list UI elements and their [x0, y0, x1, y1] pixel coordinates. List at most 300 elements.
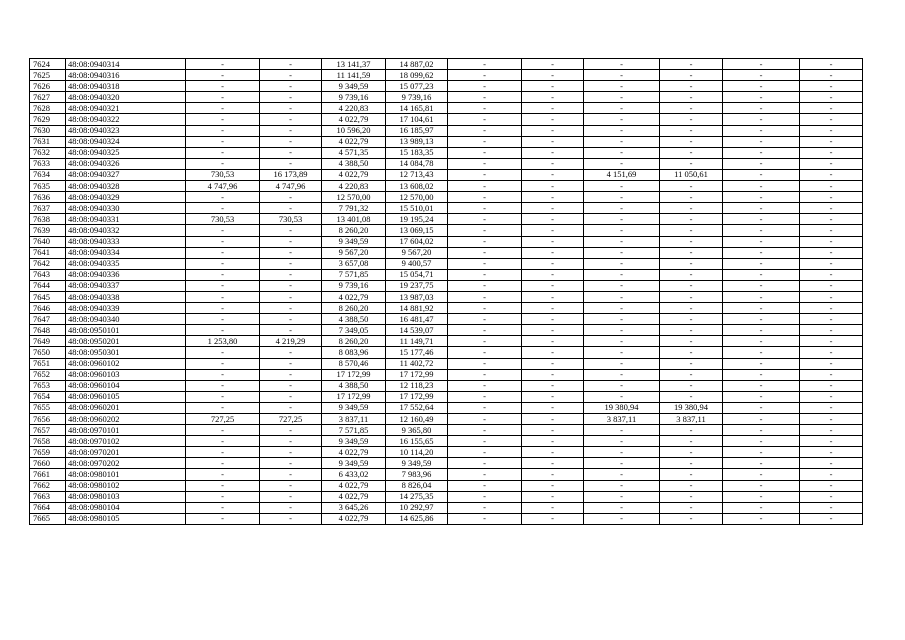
value-col-10-cell: -: [660, 92, 723, 103]
value-col-4-cell: 727,25: [260, 414, 322, 425]
value-col-11-cell: -: [723, 402, 800, 413]
value-col-12-cell: -: [800, 391, 863, 402]
table-row: [30, 314, 863, 325]
value-col-9-cell: -: [584, 458, 660, 469]
value-col-5-cell: 9 567,20: [322, 247, 386, 258]
value-col-9-cell: -: [584, 491, 660, 502]
table-row: [30, 169, 863, 180]
value-col-9-cell: -: [584, 236, 660, 247]
value-col-5-cell: 3 657,08: [322, 258, 386, 269]
value-col-9-cell: -: [584, 291, 660, 302]
value-col-7-cell: -: [448, 469, 522, 480]
cadastral-number-cell: 48:08:0960102: [66, 358, 186, 369]
value-col-4-cell: 4 219,29: [260, 336, 322, 347]
value-col-5-cell: 8 260,20: [322, 303, 386, 314]
value-col-6-cell: 13 989,13: [386, 136, 448, 147]
value-col-3-cell: -: [186, 447, 260, 458]
value-col-8-cell: -: [522, 402, 584, 413]
value-col-12-cell: -: [800, 469, 863, 480]
value-col-4-cell: -: [260, 425, 322, 436]
value-col-12-cell: -: [800, 81, 863, 92]
value-col-6-cell: 17 172,99: [386, 391, 448, 402]
value-col-10-cell: -: [660, 436, 723, 447]
value-col-7-cell: -: [448, 347, 522, 358]
value-col-3-cell: -: [186, 70, 260, 81]
value-col-6-cell: 19 237,75: [386, 280, 448, 291]
value-col-10-cell: -: [660, 314, 723, 325]
value-col-8-cell: -: [522, 458, 584, 469]
value-col-6-cell: 9 365,80: [386, 425, 448, 436]
value-col-10-cell: -: [660, 59, 723, 70]
value-col-10-cell: -: [660, 81, 723, 92]
row-number-cell: 7630: [30, 125, 66, 136]
value-col-8-cell: -: [522, 291, 584, 302]
row-number-cell: 7629: [30, 114, 66, 125]
value-col-4-cell: -: [260, 391, 322, 402]
value-col-6-cell: 16 185,97: [386, 125, 448, 136]
value-col-10-cell: -: [660, 480, 723, 491]
value-col-5-cell: 4 022,79: [322, 491, 386, 502]
value-col-7-cell: -: [448, 125, 522, 136]
value-col-6-cell: 15 077,23: [386, 81, 448, 92]
value-col-11-cell: -: [723, 114, 800, 125]
value-col-5-cell: 9 349,59: [322, 81, 386, 92]
value-col-10-cell: -: [660, 203, 723, 214]
cadastral-number-cell: 48:08:0940334: [66, 247, 186, 258]
value-col-10-cell: -: [660, 258, 723, 269]
value-col-9-cell: -: [584, 314, 660, 325]
table-row: [30, 192, 863, 203]
value-col-6-cell: 9 349,59: [386, 458, 448, 469]
value-col-4-cell: -: [260, 458, 322, 469]
value-col-12-cell: -: [800, 425, 863, 436]
value-col-4-cell: -: [260, 236, 322, 247]
table-row: [30, 458, 863, 469]
value-col-4-cell: -: [260, 513, 322, 524]
table-row: [30, 469, 863, 480]
cadastral-number-cell: 48:08:0960104: [66, 380, 186, 391]
value-col-3-cell: -: [186, 236, 260, 247]
value-col-12-cell: -: [800, 380, 863, 391]
value-col-12-cell: -: [800, 114, 863, 125]
row-number-cell: 7650: [30, 347, 66, 358]
value-col-8-cell: -: [522, 214, 584, 225]
table-row: [30, 269, 863, 280]
value-col-7-cell: -: [448, 436, 522, 447]
value-col-7-cell: -: [448, 336, 522, 347]
value-col-7-cell: -: [448, 502, 522, 513]
value-col-7-cell: -: [448, 380, 522, 391]
value-col-11-cell: -: [723, 103, 800, 114]
value-col-8-cell: -: [522, 380, 584, 391]
row-number-cell: 7652: [30, 369, 66, 380]
value-col-7-cell: -: [448, 158, 522, 169]
value-col-11-cell: -: [723, 158, 800, 169]
document-sheet: [29, 58, 863, 525]
value-col-8-cell: -: [522, 280, 584, 291]
cadastral-number-cell: 48:08:0940330: [66, 203, 186, 214]
value-col-5-cell: 8 083,96: [322, 347, 386, 358]
value-col-5-cell: 9 349,59: [322, 236, 386, 247]
value-col-6-cell: 14 165,81: [386, 103, 448, 114]
table-row: [30, 103, 863, 114]
value-col-8-cell: -: [522, 347, 584, 358]
value-col-7-cell: -: [448, 59, 522, 70]
cadastral-number-cell: 48:08:0980104: [66, 502, 186, 513]
value-col-7-cell: -: [448, 269, 522, 280]
value-col-3-cell: -: [186, 436, 260, 447]
value-col-6-cell: 18 099,62: [386, 70, 448, 81]
value-col-11-cell: -: [723, 458, 800, 469]
value-col-9-cell: -: [584, 147, 660, 158]
cadastral-number-cell: 48:08:0940337: [66, 280, 186, 291]
value-col-4-cell: -: [260, 358, 322, 369]
value-col-9-cell: -: [584, 203, 660, 214]
value-col-5-cell: 13 141,37: [322, 59, 386, 70]
value-col-4-cell: -: [260, 70, 322, 81]
value-col-4-cell: -: [260, 369, 322, 380]
value-col-9-cell: -: [584, 469, 660, 480]
cadastral-number-cell: 48:08:0980102: [66, 480, 186, 491]
row-number-cell: 7649: [30, 336, 66, 347]
value-col-12-cell: -: [800, 314, 863, 325]
value-col-11-cell: -: [723, 447, 800, 458]
value-col-8-cell: -: [522, 436, 584, 447]
value-col-4-cell: -: [260, 347, 322, 358]
cadastral-number-cell: 48:08:0940333: [66, 236, 186, 247]
value-col-6-cell: 19 195,24: [386, 214, 448, 225]
value-col-9-cell: -: [584, 92, 660, 103]
value-col-5-cell: 7 791,32: [322, 203, 386, 214]
value-col-9-cell: -: [584, 181, 660, 192]
row-number-cell: 7634: [30, 169, 66, 180]
value-col-12-cell: -: [800, 181, 863, 192]
value-col-11-cell: -: [723, 92, 800, 103]
value-col-5-cell: 13 401,08: [322, 214, 386, 225]
value-col-4-cell: -: [260, 480, 322, 491]
value-col-6-cell: 12 713,43: [386, 169, 448, 180]
value-col-8-cell: -: [522, 469, 584, 480]
value-col-8-cell: -: [522, 513, 584, 524]
value-col-3-cell: -: [186, 347, 260, 358]
value-col-6-cell: 9 400,57: [386, 258, 448, 269]
value-col-10-cell: -: [660, 458, 723, 469]
value-col-7-cell: -: [448, 425, 522, 436]
value-col-4-cell: -: [260, 447, 322, 458]
value-col-3-cell: -: [186, 203, 260, 214]
value-col-9-cell: -: [584, 103, 660, 114]
cadastral-number-cell: 48:08:0940328: [66, 181, 186, 192]
value-col-4-cell: -: [260, 303, 322, 314]
table-row: [30, 225, 863, 236]
value-col-11-cell: -: [723, 314, 800, 325]
value-col-8-cell: -: [522, 325, 584, 336]
value-col-10-cell: -: [660, 192, 723, 203]
cadastral-number-cell: 48:08:0940339: [66, 303, 186, 314]
value-col-12-cell: -: [800, 269, 863, 280]
value-col-9-cell: -: [584, 214, 660, 225]
value-col-7-cell: -: [448, 480, 522, 491]
row-number-cell: 7644: [30, 280, 66, 291]
value-col-7-cell: -: [448, 136, 522, 147]
value-col-11-cell: -: [723, 491, 800, 502]
value-col-7-cell: -: [448, 247, 522, 258]
value-col-6-cell: 14 539,07: [386, 325, 448, 336]
cadastral-number-cell: 48:08:0940322: [66, 114, 186, 125]
value-col-6-cell: 13 608,02: [386, 181, 448, 192]
value-col-4-cell: 730,53: [260, 214, 322, 225]
value-col-5-cell: 4 388,50: [322, 314, 386, 325]
value-col-6-cell: 15 177,46: [386, 347, 448, 358]
value-col-12-cell: -: [800, 402, 863, 413]
value-col-3-cell: -: [186, 147, 260, 158]
value-col-4-cell: -: [260, 258, 322, 269]
table-row: [30, 303, 863, 314]
table-row: [30, 247, 863, 258]
value-col-8-cell: -: [522, 269, 584, 280]
value-col-12-cell: -: [800, 447, 863, 458]
table-row: [30, 81, 863, 92]
value-col-7-cell: -: [448, 169, 522, 180]
value-col-6-cell: 10 114,20: [386, 447, 448, 458]
row-number-cell: 7654: [30, 391, 66, 402]
cadastral-number-cell: 48:08:0940321: [66, 103, 186, 114]
value-col-11-cell: -: [723, 136, 800, 147]
value-col-4-cell: -: [260, 402, 322, 413]
value-col-5-cell: 4 022,79: [322, 114, 386, 125]
value-col-6-cell: 13 069,15: [386, 225, 448, 236]
value-col-10-cell: -: [660, 158, 723, 169]
value-col-7-cell: -: [448, 70, 522, 81]
value-col-5-cell: 8 260,20: [322, 225, 386, 236]
cadastral-number-cell: 48:08:0960103: [66, 369, 186, 380]
row-number-cell: 7636: [30, 192, 66, 203]
table-row: [30, 280, 863, 291]
value-col-5-cell: 9 349,59: [322, 458, 386, 469]
row-number-cell: 7656: [30, 414, 66, 425]
value-col-5-cell: 9 739,16: [322, 280, 386, 291]
value-col-11-cell: -: [723, 513, 800, 524]
row-number-cell: 7642: [30, 258, 66, 269]
value-col-9-cell: -: [584, 158, 660, 169]
value-col-5-cell: 17 172,99: [322, 369, 386, 380]
table-row: [30, 181, 863, 192]
value-col-3-cell: -: [186, 158, 260, 169]
value-col-7-cell: -: [448, 325, 522, 336]
value-col-5-cell: 12 570,00: [322, 192, 386, 203]
table-row: [30, 158, 863, 169]
table-row: [30, 291, 863, 302]
value-col-9-cell: -: [584, 336, 660, 347]
value-col-11-cell: -: [723, 247, 800, 258]
value-col-4-cell: -: [260, 469, 322, 480]
value-col-3-cell: -: [186, 458, 260, 469]
value-col-3-cell: 727,25: [186, 414, 260, 425]
value-col-4-cell: -: [260, 325, 322, 336]
value-col-3-cell: -: [186, 469, 260, 480]
value-col-8-cell: -: [522, 336, 584, 347]
value-col-9-cell: -: [584, 192, 660, 203]
value-col-8-cell: -: [522, 181, 584, 192]
row-number-cell: 7631: [30, 136, 66, 147]
table-row: [30, 513, 863, 524]
value-col-5-cell: 4 571,35: [322, 147, 386, 158]
value-col-12-cell: -: [800, 369, 863, 380]
value-col-5-cell: 17 172,99: [322, 391, 386, 402]
value-col-12-cell: -: [800, 214, 863, 225]
value-col-5-cell: 7 571,85: [322, 425, 386, 436]
value-col-10-cell: -: [660, 269, 723, 280]
value-col-5-cell: 4 022,79: [322, 447, 386, 458]
value-col-4-cell: -: [260, 203, 322, 214]
value-col-3-cell: -: [186, 103, 260, 114]
value-col-10-cell: -: [660, 236, 723, 247]
row-number-cell: 7660: [30, 458, 66, 469]
value-col-6-cell: 17 104,61: [386, 114, 448, 125]
value-col-8-cell: -: [522, 480, 584, 491]
value-col-11-cell: -: [723, 469, 800, 480]
value-col-8-cell: -: [522, 169, 584, 180]
value-col-4-cell: -: [260, 147, 322, 158]
value-col-8-cell: -: [522, 92, 584, 103]
value-col-7-cell: -: [448, 192, 522, 203]
value-col-8-cell: -: [522, 158, 584, 169]
cadastral-value-table: [29, 58, 863, 525]
table-row: [30, 258, 863, 269]
value-col-10-cell: -: [660, 347, 723, 358]
table-row: [30, 369, 863, 380]
value-col-8-cell: -: [522, 303, 584, 314]
row-number-cell: 7661: [30, 469, 66, 480]
table-body: [30, 59, 863, 525]
value-col-11-cell: -: [723, 391, 800, 402]
value-col-7-cell: -: [448, 236, 522, 247]
value-col-7-cell: -: [448, 458, 522, 469]
value-col-4-cell: -: [260, 114, 322, 125]
value-col-10-cell: -: [660, 291, 723, 302]
value-col-7-cell: -: [448, 314, 522, 325]
value-col-5-cell: 9 349,59: [322, 402, 386, 413]
value-col-8-cell: -: [522, 81, 584, 92]
value-col-9-cell: -: [584, 280, 660, 291]
value-col-3-cell: -: [186, 502, 260, 513]
value-col-11-cell: -: [723, 147, 800, 158]
value-col-11-cell: -: [723, 214, 800, 225]
table-row: [30, 147, 863, 158]
value-col-7-cell: -: [448, 203, 522, 214]
value-col-3-cell: -: [186, 125, 260, 136]
table-row: [30, 491, 863, 502]
value-col-3-cell: -: [186, 114, 260, 125]
value-col-7-cell: -: [448, 147, 522, 158]
value-col-12-cell: -: [800, 92, 863, 103]
row-number-cell: 7643: [30, 269, 66, 280]
value-col-12-cell: -: [800, 491, 863, 502]
value-col-9-cell: -: [584, 391, 660, 402]
value-col-5-cell: 7 349,05: [322, 325, 386, 336]
cadastral-number-cell: 48:08:0940318: [66, 81, 186, 92]
value-col-7-cell: -: [448, 81, 522, 92]
value-col-6-cell: 12 160,49: [386, 414, 448, 425]
table-row: [30, 436, 863, 447]
value-col-9-cell: 3 837,11: [584, 414, 660, 425]
row-number-cell: 7651: [30, 358, 66, 369]
value-col-6-cell: 14 084,78: [386, 158, 448, 169]
value-col-11-cell: -: [723, 59, 800, 70]
value-col-10-cell: -: [660, 513, 723, 524]
value-col-10-cell: -: [660, 491, 723, 502]
value-col-7-cell: -: [448, 92, 522, 103]
value-col-7-cell: -: [448, 369, 522, 380]
row-number-cell: 7638: [30, 214, 66, 225]
value-col-5-cell: 3 645,26: [322, 502, 386, 513]
value-col-10-cell: -: [660, 391, 723, 402]
value-col-8-cell: -: [522, 425, 584, 436]
value-col-8-cell: -: [522, 125, 584, 136]
value-col-12-cell: -: [800, 291, 863, 302]
cadastral-number-cell: 48:08:0940316: [66, 70, 186, 81]
value-col-12-cell: -: [800, 247, 863, 258]
value-col-10-cell: -: [660, 425, 723, 436]
value-col-6-cell: 15 510,01: [386, 203, 448, 214]
cadastral-number-cell: 48:08:0970102: [66, 436, 186, 447]
value-col-6-cell: 16 155,65: [386, 436, 448, 447]
value-col-3-cell: -: [186, 325, 260, 336]
table-row: [30, 236, 863, 247]
value-col-11-cell: -: [723, 81, 800, 92]
cadastral-number-cell: 48:08:0960201: [66, 402, 186, 413]
cadastral-number-cell: 48:08:0940331: [66, 214, 186, 225]
value-col-4-cell: -: [260, 291, 322, 302]
value-col-6-cell: 15 054,71: [386, 269, 448, 280]
value-col-4-cell: -: [260, 380, 322, 391]
value-col-12-cell: -: [800, 236, 863, 247]
value-col-8-cell: -: [522, 447, 584, 458]
value-col-6-cell: 13 987,03: [386, 291, 448, 302]
value-col-11-cell: -: [723, 436, 800, 447]
value-col-9-cell: 4 151,69: [584, 169, 660, 180]
value-col-3-cell: -: [186, 92, 260, 103]
value-col-5-cell: 8 260,20: [322, 336, 386, 347]
value-col-9-cell: -: [584, 269, 660, 280]
value-col-3-cell: -: [186, 247, 260, 258]
value-col-5-cell: 11 141,59: [322, 70, 386, 81]
value-col-6-cell: 9 739,16: [386, 92, 448, 103]
value-col-10-cell: 3 837,11: [660, 414, 723, 425]
value-col-12-cell: -: [800, 125, 863, 136]
value-col-8-cell: -: [522, 247, 584, 258]
value-col-12-cell: -: [800, 436, 863, 447]
value-col-12-cell: -: [800, 136, 863, 147]
row-number-cell: 7647: [30, 314, 66, 325]
cadastral-number-cell: 48:08:0940335: [66, 258, 186, 269]
value-col-11-cell: -: [723, 225, 800, 236]
row-number-cell: 7626: [30, 81, 66, 92]
table-row: [30, 447, 863, 458]
value-col-5-cell: 9 349,59: [322, 436, 386, 447]
value-col-4-cell: -: [260, 81, 322, 92]
value-col-6-cell: 14 275,35: [386, 491, 448, 502]
value-col-5-cell: 4 022,79: [322, 169, 386, 180]
table-row: [30, 125, 863, 136]
cadastral-number-cell: 48:08:0940324: [66, 136, 186, 147]
value-col-3-cell: -: [186, 513, 260, 524]
value-col-6-cell: 8 826,04: [386, 480, 448, 491]
value-col-10-cell: -: [660, 114, 723, 125]
value-col-5-cell: 7 571,85: [322, 269, 386, 280]
value-col-11-cell: -: [723, 181, 800, 192]
value-col-9-cell: -: [584, 502, 660, 513]
